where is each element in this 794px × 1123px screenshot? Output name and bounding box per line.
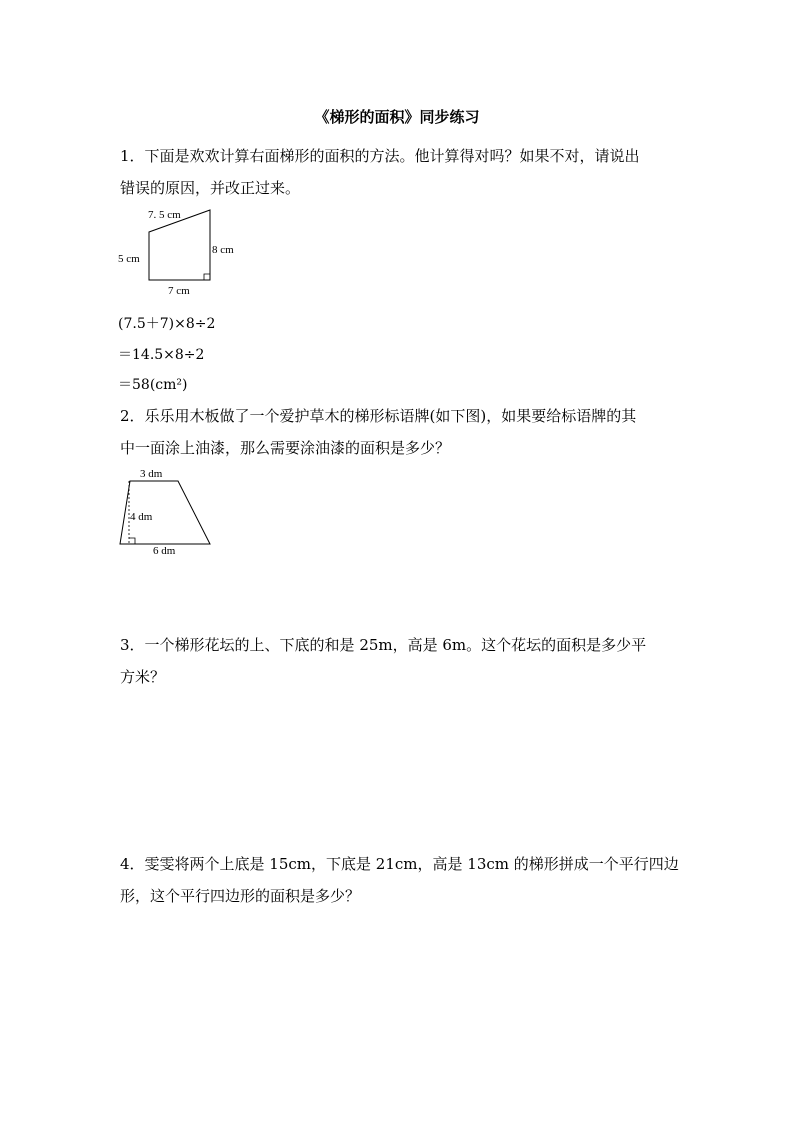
label-right: 8 cm xyxy=(212,244,234,256)
right-angle-mark xyxy=(129,538,135,544)
calc-line-1: (7.5＋7)×8÷2 xyxy=(118,316,216,332)
calc-line-3: ＝58(cm²) xyxy=(118,377,188,393)
right-angle-mark xyxy=(204,274,210,280)
question-2-line-1: 2．乐乐用木板做了一个爱护草木的梯形标语牌(如下图)，如果要给标语牌的其 xyxy=(120,407,637,425)
label-bottom: 7 cm xyxy=(168,285,190,297)
question-3-line-2: 方米？ xyxy=(120,668,166,686)
label-top: 7. 5 cm xyxy=(148,209,181,221)
question-4-line-1: 4．雯雯将两个上底是 15cm，下底是 21cm，高是 13cm 的梯形拼成一个平行四边 xyxy=(120,855,679,873)
trapezoid-figure-1 xyxy=(112,204,252,300)
page-title: 《梯形的面积》同步练习 xyxy=(314,108,480,126)
question-1-line-1: 1．下面是欢欢计算右面梯形的面积的方法。他计算得对吗？如果不对，请说出 xyxy=(120,147,640,165)
calc-line-2: ＝14.5×8÷2 xyxy=(118,347,205,363)
label-top: 3 dm xyxy=(140,468,163,480)
label-bottom: 6 dm xyxy=(153,545,176,557)
question-1-line-2: 错误的原因，并改正过来。 xyxy=(120,179,301,197)
trapezoid-figure-2 xyxy=(112,464,222,560)
question-2-line-2: 中一面涂上油漆，那么需要涂油漆的面积是多少？ xyxy=(120,439,451,457)
label-height: 4 dm xyxy=(130,511,153,523)
question-3-line-1: 3．一个梯形花坛的上、下底的和是 25m，高是 6m。这个花坛的面积是多少平 xyxy=(120,636,647,654)
question-4-line-2: 形，这个平行四边形的面积是多少？ xyxy=(120,887,361,905)
label-left: 5 cm xyxy=(118,253,140,265)
